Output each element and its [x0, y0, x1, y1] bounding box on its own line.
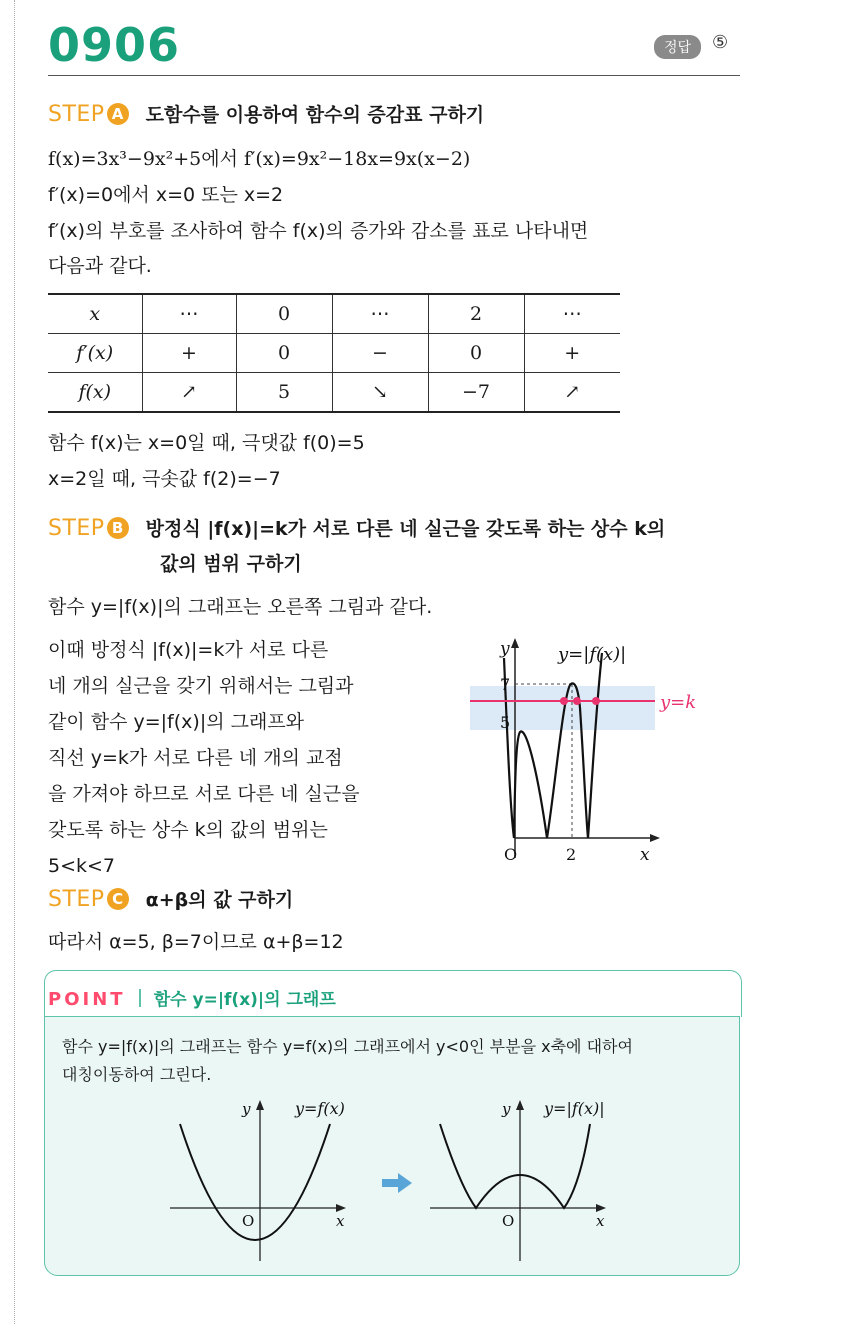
table-cell: ⋯ — [142, 294, 236, 334]
y-axis-label: y — [242, 1100, 251, 1118]
step-c-letter: C — [107, 888, 129, 910]
step-b-explanation — [48, 632, 360, 884]
table-cell: f(x) — [48, 373, 142, 413]
y-axis-arrow — [511, 638, 519, 648]
step-a-label: STEP — [48, 102, 105, 127]
header-divider — [48, 75, 740, 76]
table-cell: + — [142, 334, 236, 373]
table-cell: −7 — [428, 373, 524, 413]
curve-label: y=|f(x)| — [558, 644, 627, 665]
step-a-line6: x=2일 때, 극솟값 f(2)=−7 — [48, 468, 281, 490]
table-cell: 5 — [236, 373, 332, 413]
table-cell: + — [524, 334, 620, 373]
point-divider — [139, 989, 141, 1007]
intersection-point — [560, 697, 568, 705]
step-c-title: α+β의 값 구하기 — [145, 889, 294, 911]
point-text-2: 대칭이동하여 그린다. — [62, 1065, 212, 1084]
y-axis-label: y — [502, 1100, 511, 1118]
curve-label: y=|f(x)| — [544, 1099, 605, 1118]
abs-parabola-graph — [410, 1096, 640, 1266]
page-edge-dotted-line — [14, 0, 15, 1324]
y-axis-arrow — [256, 1100, 264, 1110]
problem-number: 0906 — [48, 18, 181, 72]
step-b-title2: 값의 범위 구하기 — [160, 553, 302, 575]
table-row — [48, 334, 620, 373]
point-title: 함수 y=|f(x)|의 그래프 — [153, 990, 336, 1010]
step-b-text-line: 이때 방정식 |f(x)|=k가 서로 다른 — [48, 639, 329, 661]
tick-2: 2 — [566, 845, 577, 864]
step-a-letter: A — [107, 103, 129, 125]
step-c-label: STEP — [48, 887, 105, 912]
step-a-line1: f(x)=3x³−9x²+5에서 f′(x)=9x²−18x=9x(x−2) — [48, 148, 471, 170]
sign-chart-table — [48, 293, 620, 413]
step-a-line4: 다음과 같다. — [48, 255, 152, 277]
table-row — [48, 294, 620, 334]
table-cell: 2 — [428, 294, 524, 334]
table-cell: 0 — [428, 334, 524, 373]
y-axis-label: y — [500, 639, 510, 659]
intersection-point — [592, 697, 600, 705]
x-axis-arrow — [596, 1204, 606, 1212]
table-cell: − — [332, 334, 428, 373]
abs-cubic-graph — [460, 628, 750, 878]
x-axis-label: x — [596, 1212, 605, 1230]
table-cell: ↘ — [332, 373, 428, 413]
step-b-title1: 방정식 |f(x)|=k가 서로 다른 네 실근을 갖도록 하는 상수 k의 — [145, 518, 666, 540]
step-b-text-line: 직선 y=k가 서로 다른 네 개의 교점 — [48, 747, 343, 769]
table-cell: ↗ — [524, 373, 620, 413]
origin-label: O — [502, 1212, 515, 1230]
abs-f-curve — [504, 653, 602, 838]
x-axis-label: x — [336, 1212, 345, 1230]
curve-label: y=f(x) — [295, 1099, 345, 1118]
step-b-text-line: 네 개의 실근을 갖기 위해서는 그림과 — [48, 675, 354, 697]
table-cell: x — [48, 294, 142, 334]
step-b-text-line: 을 가져야 하므로 서로 다른 네 실근을 — [48, 783, 360, 805]
step-a-heading — [48, 100, 484, 127]
table-cell: ⋯ — [332, 294, 428, 334]
origin-label: O — [242, 1212, 255, 1230]
step-a-title: 도함수를 이용하여 함수의 증감표 구하기 — [145, 104, 485, 126]
tick-7: 7 — [500, 675, 511, 694]
step-c-line1: 따라서 α=5, β=7이므로 α+β=12 — [48, 931, 344, 953]
point-label: POINT — [48, 989, 126, 1010]
step-a-line2: f′(x)=0에서 x=0 또는 x=2 — [48, 184, 284, 206]
abs-parabola-curve — [440, 1124, 590, 1208]
step-b-text-line: 갖도록 하는 상수 k의 값의 범위는 — [48, 819, 328, 841]
intersection-point — [573, 697, 581, 705]
answer-value: ⑤ — [712, 32, 729, 53]
step-a-line5: 함수 f(x)는 x=0일 때, 극댓값 f(0)=5 — [48, 432, 365, 454]
step-a-line3: f′(x)의 부호를 조사하여 함수 f(x)의 증가와 감소를 표로 나타내면 — [48, 220, 589, 242]
origin-label: O — [504, 845, 518, 864]
step-c-heading — [48, 885, 293, 912]
parabola-curve — [180, 1124, 330, 1240]
point-heading — [48, 985, 336, 1010]
table-cell: ↗ — [142, 373, 236, 413]
parabola-graph — [150, 1096, 380, 1266]
right-arrow-icon — [380, 1172, 414, 1194]
step-b-line1: 함수 y=|f(x)|의 그래프는 오른쪽 그림과 같다. — [48, 596, 433, 618]
table-cell: 0 — [236, 334, 332, 373]
table-row — [48, 373, 620, 413]
step-b-heading — [48, 514, 665, 541]
x-axis-label: x — [640, 845, 650, 865]
line-label: y=k — [660, 692, 697, 713]
table-cell: f′(x) — [48, 334, 142, 373]
table-cell: 0 — [236, 294, 332, 334]
x-axis-arrow — [650, 834, 660, 842]
step-b-label: STEP — [48, 516, 105, 541]
table-cell: ⋯ — [524, 294, 620, 334]
x-axis-arrow — [336, 1204, 346, 1212]
y-axis-arrow — [516, 1100, 524, 1110]
tick-5: 5 — [500, 713, 511, 732]
step-b-text-line: 5<k<7 — [48, 855, 116, 877]
step-b-letter: B — [107, 517, 129, 539]
answer-badge: 정답 — [654, 35, 701, 59]
step-b-text-line: 같이 함수 y=|f(x)|의 그래프와 — [48, 711, 305, 733]
point-text-1: 함수 y=|f(x)|의 그래프는 함수 y=f(x)의 그래프에서 y<0인 부분을 x축에 대하여 — [62, 1037, 633, 1056]
